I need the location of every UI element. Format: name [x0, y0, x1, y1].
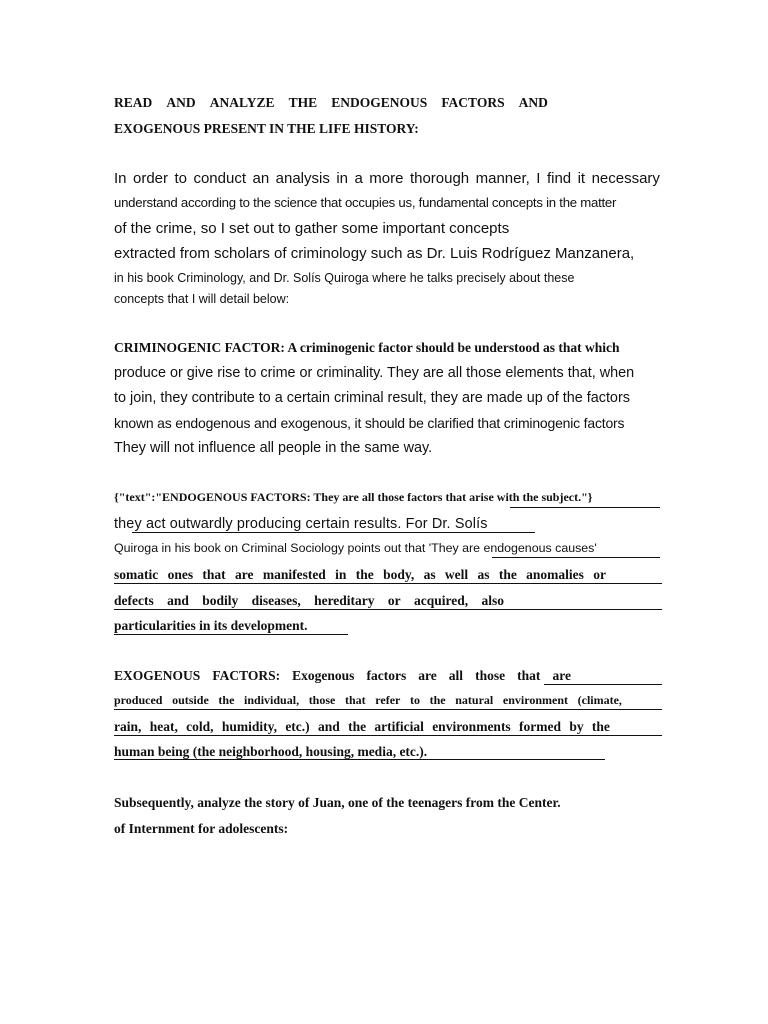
word: or: [387, 593, 401, 608]
word: READ: [114, 95, 153, 110]
word: bodily: [202, 593, 239, 608]
word: body,: [383, 567, 415, 582]
word: that: [202, 567, 226, 582]
word: the: [348, 719, 367, 734]
word: conduct: [193, 170, 247, 187]
endogenous-line-6: particularities in its development.: [114, 618, 308, 633]
word: diseases,: [251, 593, 301, 608]
word: ones: [167, 567, 194, 582]
word: necessary: [591, 170, 660, 187]
word: heat,: [149, 719, 178, 734]
word: it: [577, 170, 586, 187]
criminogenic-line-5: They will not influence all people in the same way.: [114, 440, 433, 456]
word: order: [132, 170, 169, 187]
word: factors: [366, 668, 407, 683]
word: the: [218, 693, 235, 707]
endogenous-underline-2: [132, 532, 535, 533]
exogenous-underline-2: [114, 709, 662, 710]
word: an: [252, 170, 270, 187]
criminogenic-line-3: to join, they contribute to a certain criminal result, they are made up of the factors: [114, 390, 630, 406]
word: that: [344, 693, 366, 707]
exogenous-line-4: human being (the neighborhood, housing, media, etc.).: [114, 744, 428, 759]
word: analysis: [275, 170, 330, 187]
intro-line-5: in his book Criminology, and Dr. Solís Quiroga where he talks precisely about these: [114, 271, 575, 285]
word: environments: [432, 719, 511, 734]
endogenous-underline-6: [114, 634, 348, 635]
intro-line-4: extracted from scholars of criminology such as Dr. Luis Rodríguez Manzanera,: [114, 245, 635, 262]
word: individual,: [244, 693, 300, 707]
endogenous-line-1: {"text":"ENDOGENOUS FACTORS: They are all those factors that arise with the subject."}: [114, 490, 593, 504]
endogenous-line-5: [114, 594, 504, 608]
word: those: [308, 693, 336, 707]
endogenous-line-2: they act outwardly producing certain results. For Dr. Solís: [114, 516, 488, 532]
word: find: [546, 170, 572, 187]
heading-line-2: EXOGENOUS PRESENT IN THE LIFE HISTORY:: [114, 121, 419, 136]
word: natural: [455, 693, 494, 707]
word: or: [593, 567, 606, 582]
word: ANALYZE: [209, 95, 275, 110]
word: all: [448, 668, 464, 683]
endogenous-underline-4: [114, 583, 662, 584]
word: outside: [172, 693, 209, 707]
word: produced: [114, 693, 163, 707]
word: EXOGENOUS: [114, 668, 201, 683]
word: humidity,: [221, 719, 277, 734]
criminogenic-line-2: produce or give rise to crime or criminality. They are all those elements that, when: [114, 365, 635, 381]
closing-line-2: of Internment for adolescents:: [114, 821, 289, 836]
word: acquired,: [414, 593, 469, 608]
word: refer: [375, 693, 401, 707]
word: to: [410, 693, 420, 707]
word: FACTORS:: [212, 668, 281, 683]
word: I: [536, 170, 541, 187]
word: Exogenous: [292, 668, 355, 683]
word: a: [354, 170, 363, 187]
word: anomalies: [526, 567, 584, 582]
word: to: [174, 170, 187, 187]
word: and: [317, 719, 340, 734]
word: manner,: [475, 170, 530, 187]
word: FACTORS: [441, 95, 505, 110]
word: AND: [518, 95, 548, 110]
endogenous-underline-5: [114, 609, 662, 610]
word: formed: [519, 719, 561, 734]
word: the: [355, 567, 374, 582]
word: somatic: [114, 567, 159, 582]
criminogenic-line-1: CRIMINOGENIC FACTOR: A criminogenic factor should be understood as that which: [114, 340, 620, 355]
word: well: [444, 567, 469, 582]
word: are: [235, 567, 254, 582]
word: cold,: [186, 719, 214, 734]
word: environment: [502, 693, 568, 707]
intro-line-2: understand according to the science that occupies us, fundamental concepts in the matter: [114, 195, 617, 210]
word: are: [418, 668, 437, 683]
word: are: [552, 668, 571, 683]
word: those: [475, 668, 506, 683]
word: in: [336, 170, 348, 187]
word: defects: [114, 593, 154, 608]
word: In: [114, 170, 127, 187]
closing-line-1: Subsequently, analyze the story of Juan, one of the teenagers from the Center.: [114, 795, 561, 810]
word: the: [591, 719, 610, 734]
word: and: [167, 593, 189, 608]
word: manifested: [262, 567, 326, 582]
word: the: [498, 567, 517, 582]
word: rain,: [114, 719, 142, 734]
word: also: [481, 593, 504, 608]
exogenous-line-1: [114, 669, 571, 683]
endogenous-line-4: [114, 568, 606, 582]
word: that: [517, 668, 541, 683]
word: as: [423, 567, 436, 582]
exogenous-line-3: [114, 720, 610, 734]
intro-line-3: of the crime, so I set out to gather some important concepts: [114, 220, 510, 237]
exogenous-line-2: [114, 694, 622, 706]
word: artificial: [374, 719, 424, 734]
word: THE: [288, 95, 318, 110]
exogenous-underline-1: [544, 684, 662, 685]
word: hereditary: [314, 593, 375, 608]
word: more: [369, 170, 404, 187]
word: (climate,: [577, 693, 622, 707]
intro-line-1: [114, 171, 660, 186]
exogenous-underline-3: [114, 735, 662, 736]
heading-line-1: [114, 96, 548, 110]
word: the: [429, 693, 446, 707]
exogenous-underline-4: [114, 759, 605, 760]
word: as: [477, 567, 490, 582]
endogenous-line-3: Quiroga in his book on Criminal Sociology points out that 'They are endogenous causes': [114, 541, 597, 555]
word: in: [335, 567, 347, 582]
word: AND: [166, 95, 196, 110]
endogenous-underline-1: [510, 507, 660, 508]
word: etc.): [285, 719, 310, 734]
intro-line-6: concepts that I will detail below:: [114, 292, 290, 306]
criminogenic-line-4: known as endogenous and exogenous, it should be clarified that criminogenic factors: [114, 415, 625, 431]
word: ENDOGENOUS: [331, 95, 428, 110]
word: thorough: [409, 170, 470, 187]
word: by: [569, 719, 584, 734]
endogenous-underline-3: [492, 557, 660, 558]
